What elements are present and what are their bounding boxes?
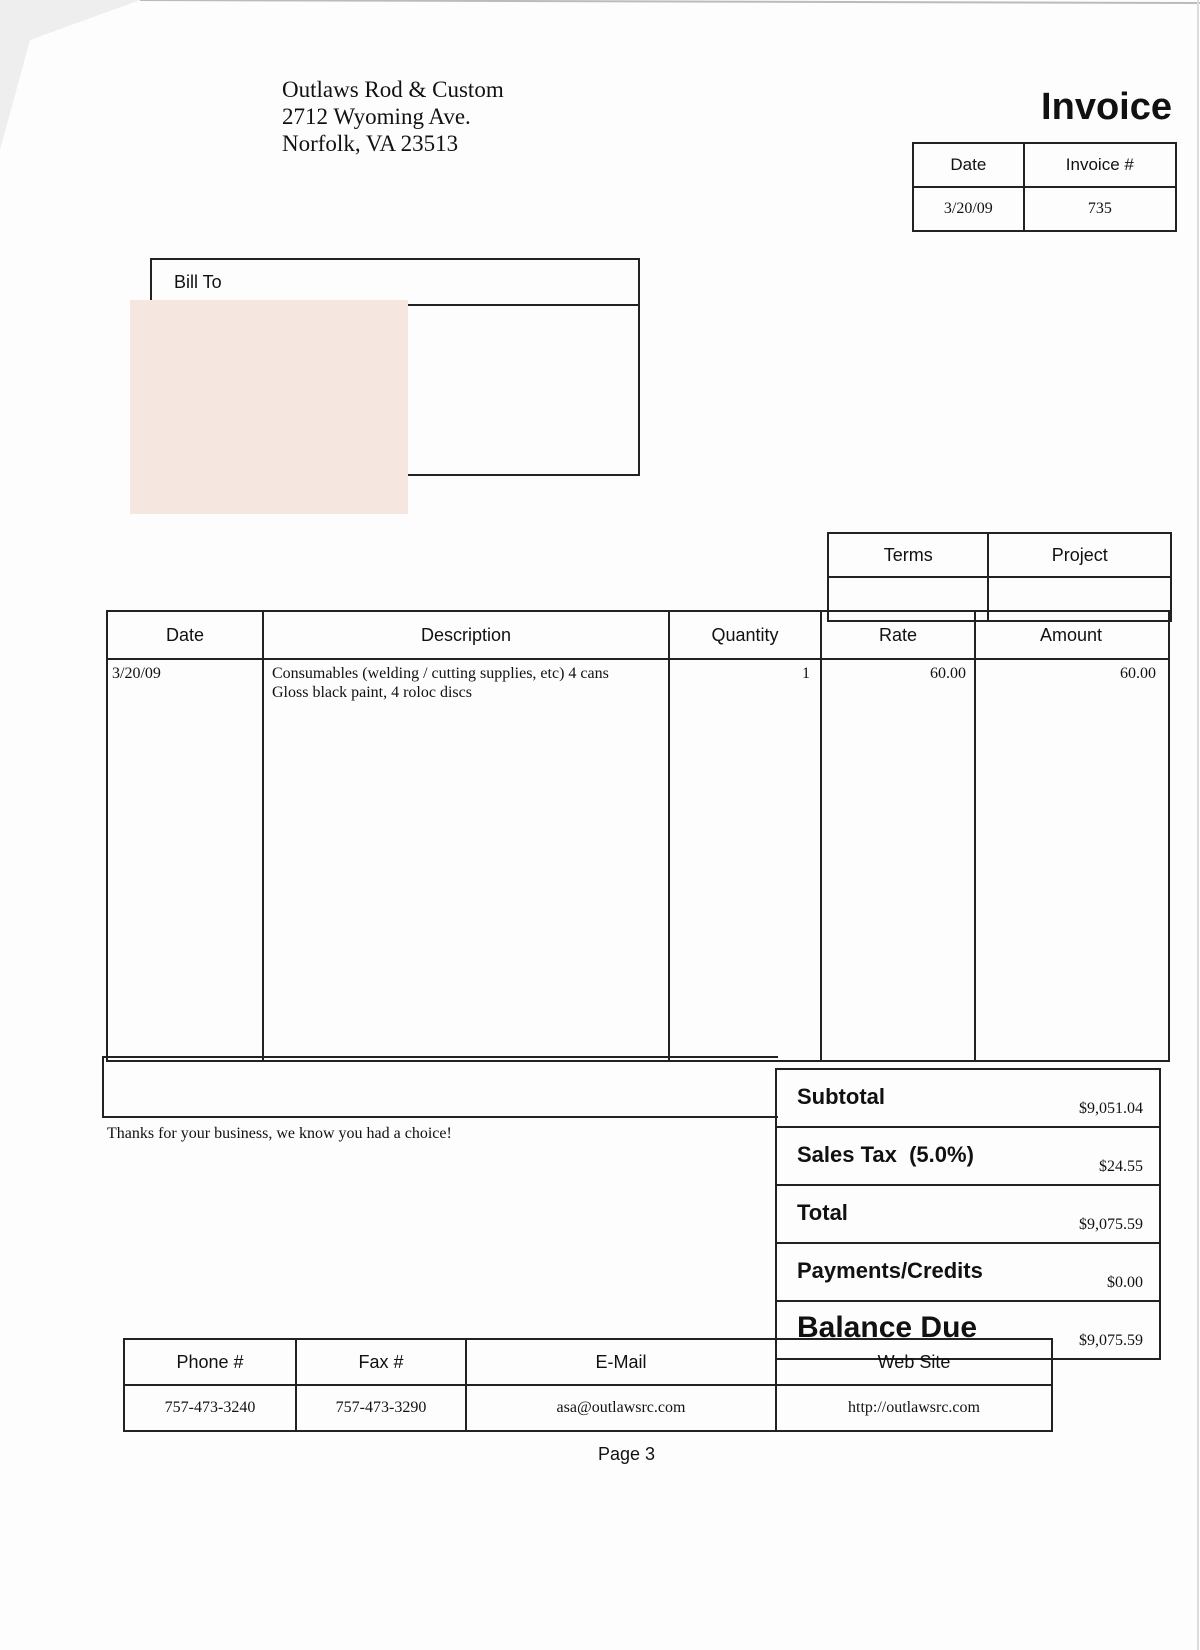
- item-quantity: 1: [802, 665, 810, 682]
- sales-tax-amount: $24.55: [1099, 1158, 1143, 1175]
- website-url: http://outlawsrc.com: [776, 1385, 1052, 1431]
- totals-block: [775, 1068, 1161, 1360]
- contact-table: [123, 1338, 1053, 1432]
- column-divider: [262, 612, 264, 1060]
- redacted-area: [130, 300, 408, 514]
- company-address-line1: 2712 Wyoming Ave.: [282, 104, 471, 129]
- message-box: [102, 1056, 778, 1118]
- company-address-block: [282, 76, 504, 157]
- item-description-line1: Consumables (welding / cutting supplies, etc) 4 cans: [272, 665, 609, 682]
- subtotal-label: Subtotal: [797, 1084, 885, 1109]
- item-date: 3/20/09: [112, 665, 161, 682]
- total-amount: $9,075.59: [1079, 1216, 1143, 1233]
- column-header-description: Description: [420, 625, 512, 645]
- fax-header: Fax #: [296, 1339, 466, 1385]
- meta-invoice-number-header: Invoice #: [1024, 143, 1176, 187]
- header-divider: [108, 658, 1168, 660]
- terms-project-table: [827, 532, 1172, 622]
- company-name: Outlaws Rod & Custom: [282, 77, 504, 102]
- website-header: Web Site: [776, 1339, 1052, 1385]
- sales-tax-row: [775, 1128, 1161, 1186]
- item-description: [272, 664, 662, 702]
- thank-you-message: Thanks for your business, we know you had a choice!: [107, 1125, 452, 1142]
- fax-number: 757-473-3290: [296, 1385, 466, 1431]
- invoice-date: 3/20/09: [913, 187, 1024, 231]
- phone-number: 757-473-3240: [124, 1385, 296, 1431]
- company-address-line2: Norfolk, VA 23513: [282, 131, 459, 156]
- column-header-amount: Amount: [1039, 625, 1103, 645]
- page-number: Page 3: [598, 1444, 656, 1464]
- column-header-quantity: Quantity: [711, 625, 779, 645]
- project-header: Project: [988, 533, 1171, 577]
- payments-credits-amount: $0.00: [1107, 1274, 1143, 1291]
- payments-credits-row: [775, 1244, 1161, 1302]
- invoice-meta-table: [912, 142, 1177, 232]
- line-items-table: [106, 610, 1170, 1062]
- column-header-rate: Rate: [878, 625, 918, 645]
- phone-header: Phone #: [124, 1339, 296, 1385]
- terms-header: Terms: [828, 533, 988, 577]
- balance-due-label: Balance Due: [797, 1311, 978, 1344]
- email-header: E-Mail: [466, 1339, 776, 1385]
- column-header-date: Date: [165, 625, 205, 645]
- payments-credits-label: Payments/Credits: [797, 1258, 983, 1283]
- document-title: Invoice: [1041, 86, 1172, 128]
- total-row: [775, 1186, 1161, 1244]
- invoice-number: 735: [1024, 187, 1176, 231]
- sales-tax-label: Sales Tax (5.0%): [797, 1142, 974, 1167]
- balance-due-amount: $9,075.59: [1079, 1332, 1143, 1349]
- item-amount: 60.00: [1120, 665, 1156, 682]
- total-label: Total: [797, 1200, 848, 1225]
- subtotal-row: [775, 1068, 1161, 1128]
- subtotal-amount: $9,051.04: [1079, 1100, 1143, 1117]
- item-rate: 60.00: [930, 665, 966, 682]
- email-address: asa@outlawsrc.com: [466, 1385, 776, 1431]
- meta-date-header: Date: [913, 143, 1024, 187]
- item-description-line2: Gloss black paint, 4 roloc discs: [272, 684, 472, 701]
- bill-to-label: Bill To: [152, 260, 638, 306]
